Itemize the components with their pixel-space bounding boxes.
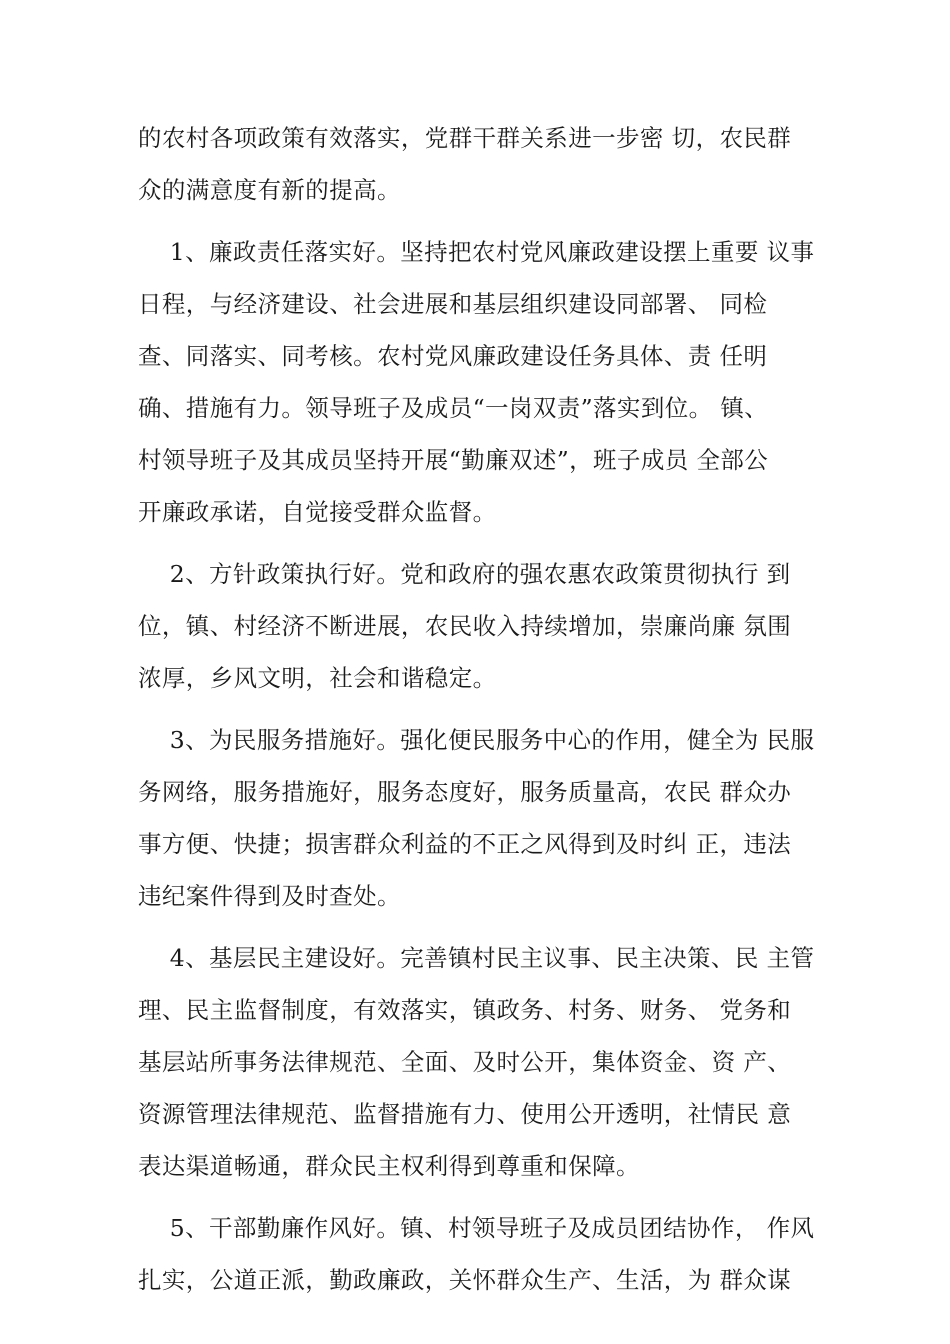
text-line: 查、同落实、同考核。农村党风廉政建设任务具体、责 任明 (138, 342, 768, 370)
text-line: 村领导班子及其成员坚持开展“勤廉双述”，班子成员 全部公 (138, 446, 769, 474)
paragraph-gap (138, 922, 828, 932)
text-line: 日程，与经济建设、社会进展和基层组织建设同部署、 同检 (138, 290, 768, 318)
paragraph-gap (138, 538, 828, 548)
text-line: 扎实，公道正派，勤政廉政，关怀群众生产、生活，为 群众谋 (138, 1266, 792, 1294)
paragraph-gap (138, 704, 828, 714)
text-line: 开廉政承诺，自觉接受群众监督。 (138, 498, 497, 526)
text-line: 资源管理法律规范、监督措施有力、使用公开透明，社情民 意 (138, 1100, 792, 1128)
paragraph-3-start: 3、为民服务措施好。强化便民服务中心的作用，健全为 民服 (138, 726, 815, 754)
text-line: 事方便、快捷；损害群众利益的不正之风得到及时纠 正，违法 (138, 830, 792, 858)
text-line: 众的满意度有新的提高。 (138, 176, 401, 204)
paragraph-2-start: 2、方针政策执行好。党和政府的强农惠农政策贯彻执行 到 (138, 560, 791, 588)
paragraph-5-start: 5、干部勤廉作风好。镇、村领导班子及成员团结协作， 作风 (138, 1214, 815, 1242)
document-body (138, 112, 828, 1306)
text-line: 浓厚，乡风文明，社会和谐稳定。 (138, 664, 497, 692)
paragraph-4-start: 4、基层民主建设好。完善镇村民主议事、民主决策、民 主管 (138, 944, 815, 972)
text-line: 违纪案件得到及时查处。 (138, 882, 401, 910)
text-line: 理、民主监督制度，有效落实，镇政务、村务、财务、 党务和 (138, 996, 792, 1024)
text-line: 的农村各项政策有效落实，党群干群关系进一步密 切，农民群 (138, 124, 792, 152)
text-line: 位，镇、村经济不断进展，农民收入持续增加，崇廉尚廉 氛围 (138, 612, 792, 640)
text-line: 确、措施有力。领导班子及成员“一岗双责”落实到位。 镇、 (138, 394, 769, 422)
paragraph-1-start: 1、廉政责任落实好。坚持把农村党风廉政建设摆上重要 议事 (138, 238, 815, 266)
text-line: 务网络，服务措施好，服务态度好，服务质量高，农民 群众办 (138, 778, 792, 806)
paragraph-gap (138, 216, 828, 226)
paragraph-gap (138, 1192, 828, 1202)
text-line: 基层站所事务法律规范、全面、及时公开，集体资金、资 产、 (138, 1048, 792, 1076)
text-line: 表达渠道畅通，群众民主权利得到尊重和保障。 (138, 1152, 640, 1180)
